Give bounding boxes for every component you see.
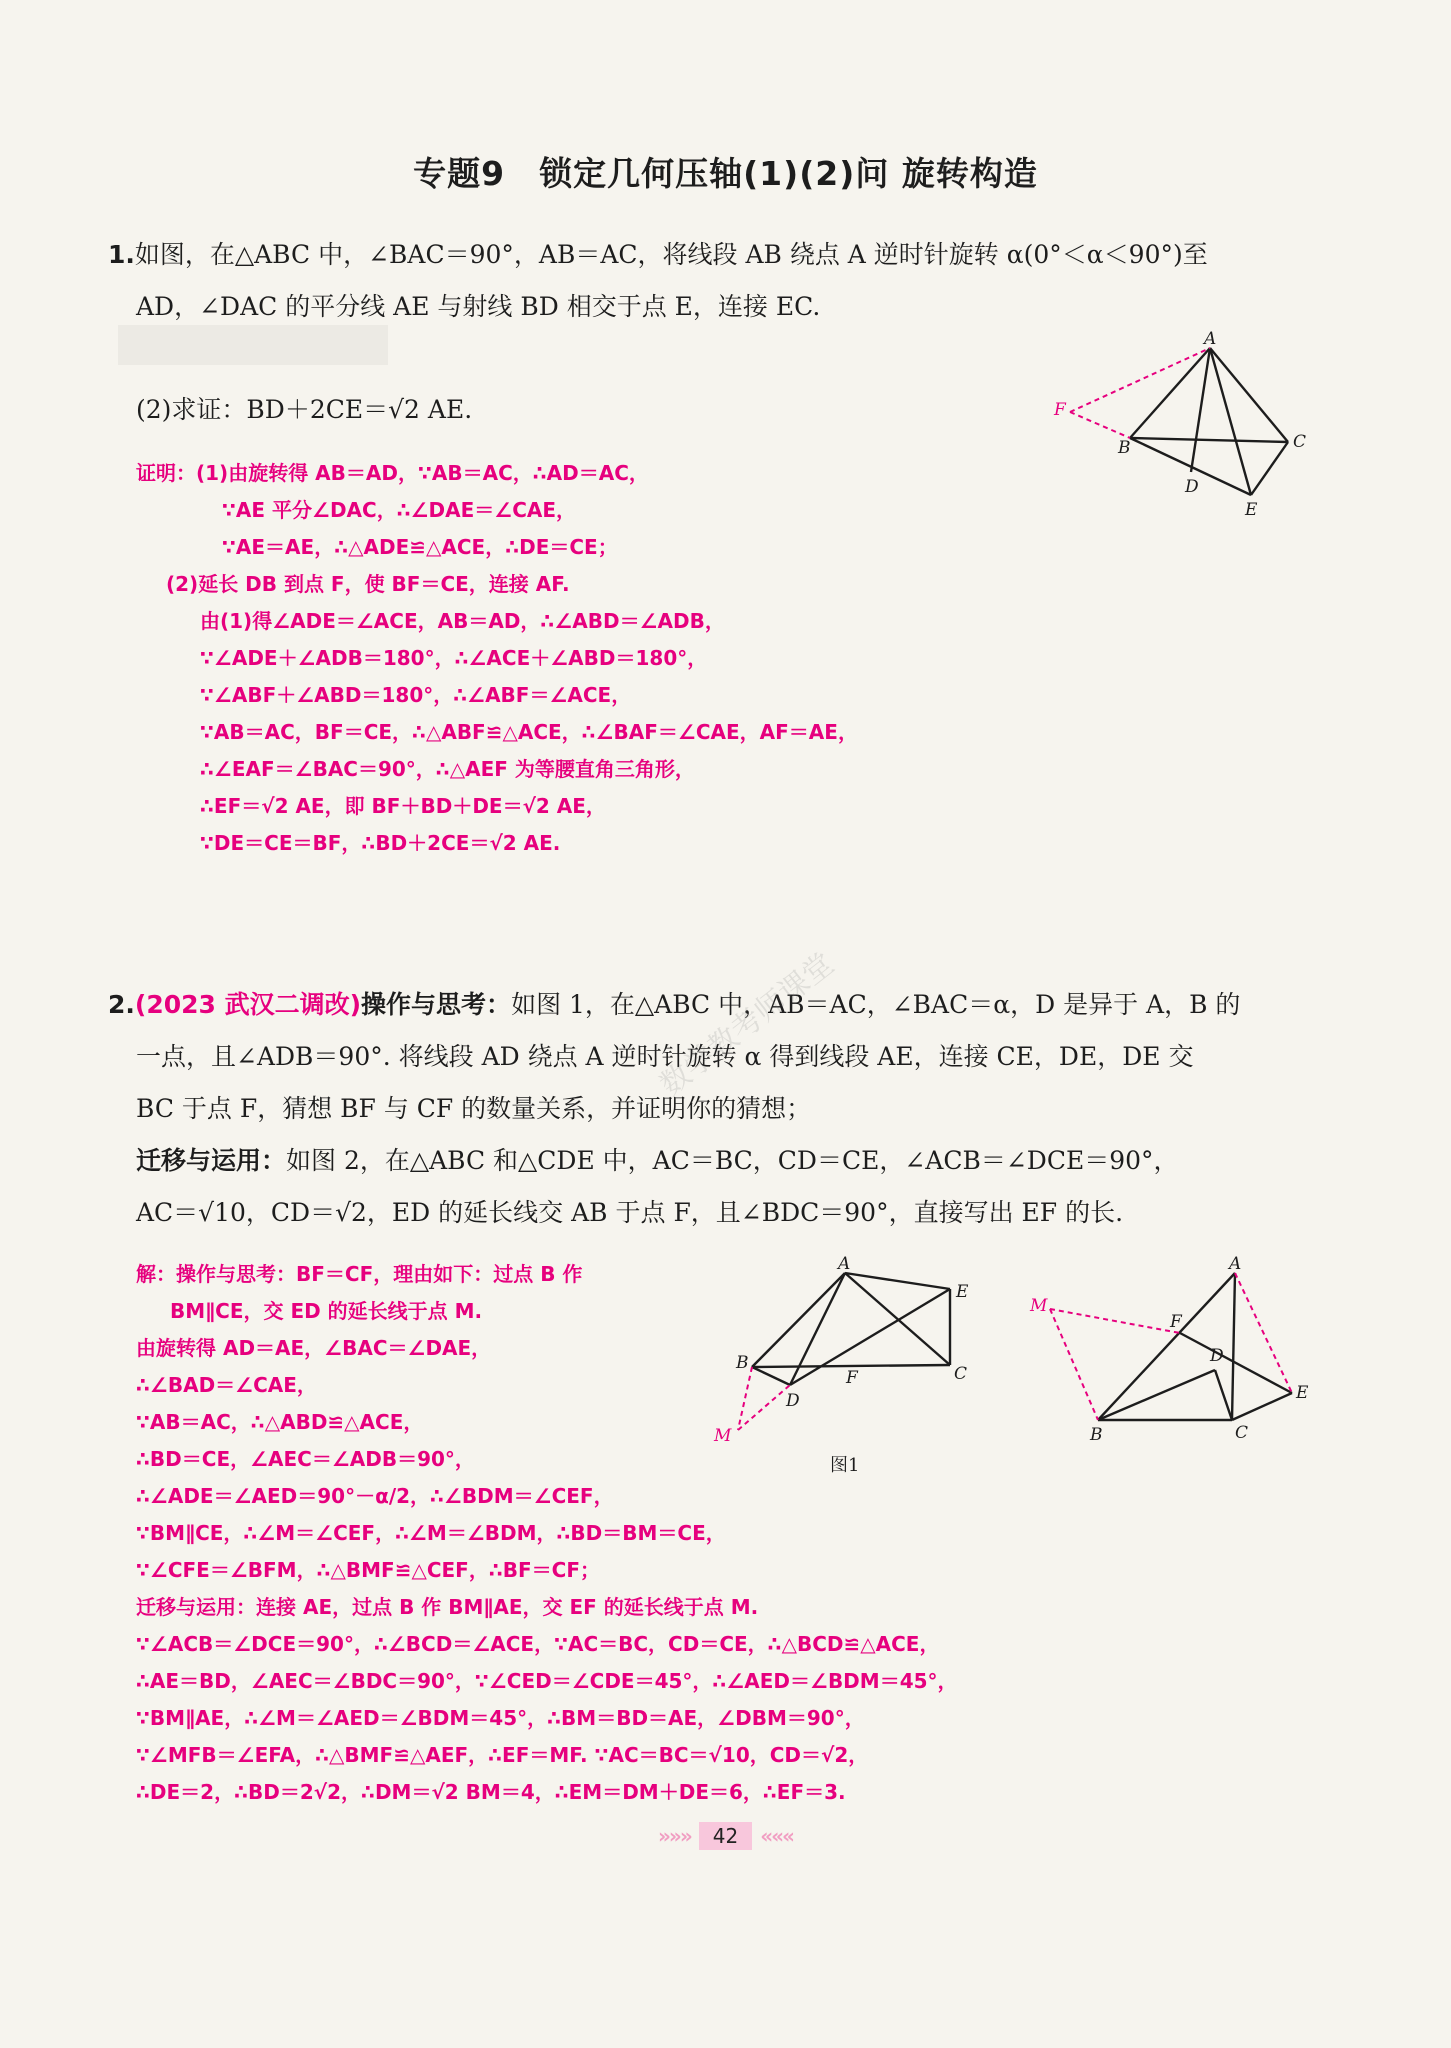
q1-number: 1. xyxy=(108,240,135,269)
q2-number: 2. xyxy=(108,990,135,1019)
footer-right-arrows: ««« xyxy=(760,1824,793,1848)
page-number: 42 xyxy=(699,1822,752,1850)
label-d: D xyxy=(786,1391,800,1411)
q2-source: (2023 武汉二调改) xyxy=(134,990,362,1019)
seg-bd xyxy=(752,1367,790,1385)
label-e: E xyxy=(1245,500,1258,520)
label-c: C xyxy=(1235,1423,1249,1443)
q1-figure xyxy=(1040,330,1320,530)
label-b: B xyxy=(1118,438,1131,458)
q1-answer-line: (2)延长 DB 到点 F，使 BF＝CE，连接 AF. xyxy=(166,572,570,596)
seg-fb xyxy=(1070,412,1130,438)
label-f: F xyxy=(846,1368,858,1388)
q1-answer-line: ∵∠ABF＋∠ABD＝180°，∴∠ABF＝∠ACE， xyxy=(200,683,632,707)
q1-answer-line: 由(1)得∠ADE＝∠ACE，AB＝AD，∴∠ABD＝∠ADB， xyxy=(200,609,725,633)
q2-answer-line: ∵∠MFB＝∠EFA，∴△BMF≌△AEF，∴EF＝MF. ∵AC＝BC＝√10，CD＝√2， xyxy=(136,1743,869,1767)
page-footer xyxy=(0,1822,1451,1850)
q2-label1: 操作与思考： xyxy=(361,990,512,1019)
seg-mf xyxy=(1050,1309,1180,1333)
q2-answer-line: ∵BM∥CE，∴∠M＝∠CEF，∴∠M＝∠BDM，∴BD＝BM＝CE， xyxy=(136,1521,726,1545)
label-a: A xyxy=(838,1255,851,1274)
label-m: M xyxy=(714,1426,732,1446)
q1-answer-line: ∵AE 平分∠DAC，∴∠DAE＝∠CAE， xyxy=(222,498,577,522)
label-e: E xyxy=(1296,1383,1309,1403)
q2-answer-line: BM∥CE，交 ED 的延长线于点 M. xyxy=(170,1299,483,1323)
watermark: 数学教考师课堂 xyxy=(653,946,841,1104)
label-a: A xyxy=(1204,330,1217,349)
seg-fe xyxy=(1180,1333,1292,1393)
seg-af xyxy=(1070,348,1210,412)
seg-dc xyxy=(1215,1370,1232,1420)
seg-ce xyxy=(1251,442,1288,495)
seg-ab xyxy=(752,1273,845,1367)
label-b: B xyxy=(736,1353,749,1373)
q1-answer-line: 证明：(1)由旋转得 AB＝AD，∵AB＝AC，∴AD＝AC， xyxy=(136,461,649,485)
q2-answer-line: ∴BD＝CE，∠AEC＝∠ADB＝90°， xyxy=(136,1447,475,1471)
q1-answer xyxy=(136,455,858,862)
q1-answer-line: ∵AE＝AE，∴△ADE≌△ACE，∴DE＝CE； xyxy=(222,535,618,559)
q2-answer-line: ∴AE＝BD，∠AEC＝∠BDC＝90°，∵∠CED＝∠CDE＝45°，∴∠AED＝∠BDM＝45°， xyxy=(136,1669,958,1693)
seg-ae xyxy=(1235,1273,1292,1393)
q2-answer-line: 迁移与运用：连接 AE，过点 B 作 BM∥AE，交 EF 的延长线于点 M. xyxy=(136,1595,759,1619)
q1-line1: 如图，在△ABC 中，∠BAC＝90°，AB＝AC，将线段 AB 绕点 A 逆时针旋转 α(0°＜α＜90°)至 xyxy=(134,240,1208,269)
q1-line2: AD，∠DAC 的平分线 AE 与射线 BD 相交于点 E，连接 EC. xyxy=(136,292,821,321)
seg-ae xyxy=(1210,348,1251,495)
q1-answer-line: ∵DE＝CE＝BF，∴BD＋2CE＝√2 AE. xyxy=(200,831,561,855)
q2-answer-line: ∴∠ADE＝∠AED＝90°－α/2，∴∠BDM＝∠CEF， xyxy=(136,1484,614,1508)
q2-answer-line: ∵∠ACB＝∠DCE＝90°，∴∠BCD＝∠ACE，∵AC＝BC，CD＝CE，∴△BCD≌△ACE， xyxy=(136,1632,940,1656)
q2-line5: AC＝√10，CD＝√2，ED 的延长线交 AB 于点 F，且∠BDC＝90°，直接写出 EF 的长. xyxy=(136,1198,1124,1227)
label-d: D xyxy=(1210,1346,1224,1366)
q2-answer-line: ∵∠CFE＝∠BFM，∴△BMF≌△CEF，∴BF＝CF； xyxy=(136,1558,600,1582)
figure-1 xyxy=(700,1255,1020,1455)
seg-md xyxy=(738,1385,790,1430)
label-a: A xyxy=(1229,1255,1242,1274)
seg-bc xyxy=(1130,438,1288,442)
label-c: C xyxy=(954,1364,968,1384)
seg-ac xyxy=(1210,348,1288,442)
seg-bd xyxy=(1098,1370,1215,1420)
q2-answer-line: ∴∠BAD＝∠CAE， xyxy=(136,1373,317,1397)
seg-bm xyxy=(738,1367,752,1430)
page-title: 专题9 锁定几何压轴(1)(2)问 旋转构造 xyxy=(413,154,1038,193)
q2-answer-line: 解：操作与思考：BF＝CF，理由如下：过点 B 作 xyxy=(136,1262,583,1286)
q2-line3: BC 于点 F，猜想 BF 与 CF 的数量关系，并证明你的猜想； xyxy=(136,1094,812,1123)
label-f: F xyxy=(1054,400,1066,420)
figure-1-caption: 图1 xyxy=(830,1455,860,1476)
footer-left-arrows: »»» xyxy=(658,1824,691,1848)
q2-answer-line: ∵AB＝AC，∴△ABD≌△ACE， xyxy=(136,1410,424,1434)
q1-answer-line: ∵∠ADE＋∠ADB＝180°，∴∠ACE＋∠ABD＝180°， xyxy=(200,646,708,670)
q2-line1: 如图 1，在△ABC 中，AB＝AC，∠BAC＝α，D 是异于 A，B 的 xyxy=(511,990,1241,1019)
q1-answer-line: ∴EF＝√2 AE，即 BF＋BD＋DE＝√2 AE， xyxy=(200,794,606,818)
q1-part2: (2)求证：BD＋2CE＝√2 AE. xyxy=(136,395,473,424)
seg-ac xyxy=(1232,1273,1235,1420)
label-b: B xyxy=(1090,1425,1103,1445)
q2-answer-line: 由旋转得 AD＝AE，∠BAC＝∠DAE， xyxy=(136,1336,492,1360)
q2-label2: 迁移与运用： xyxy=(136,1146,287,1175)
seg-mb xyxy=(1050,1309,1098,1420)
label-m: M xyxy=(1030,1296,1048,1316)
seg-bc xyxy=(752,1365,950,1367)
q2-line2: 一点，且∠ADB＝90°. 将线段 AD 绕点 A 逆时针旋转 α 得到线段 AE，连接 CE，DE，DE 交 xyxy=(136,1042,1194,1071)
figure-2 xyxy=(1010,1255,1330,1455)
label-c: C xyxy=(1293,432,1307,452)
label-e: E xyxy=(956,1282,969,1302)
q1-text xyxy=(108,229,1358,333)
q2-line4: 如图 2，在△ABC 和△CDE 中，AC＝BC，CD＝CE，∠ACB＝∠DCE＝90°， xyxy=(286,1146,1179,1175)
label-f: F xyxy=(1170,1312,1182,1332)
seg-ce xyxy=(1232,1393,1292,1420)
label-d: D xyxy=(1185,477,1199,497)
q1-answer-line: ∴∠EAF＝∠BAC＝90°，∴△AEF 为等腰直角三角形， xyxy=(200,757,695,781)
q1-answer-line: ∵AB＝AC，BF＝CE，∴△ABF≌△ACE，∴∠BAF＝∠CAE，AF＝AE， xyxy=(200,720,858,744)
q2-answer-line: ∴DE＝2，∴BD＝2√2，∴DM＝√2 BM＝4，∴EM＝DM＋DE＝6，∴EF＝3. xyxy=(136,1780,846,1804)
q2-answer-line: ∵BM∥AE，∴∠M＝∠AED＝∠BDM＝45°，∴BM＝BD＝AE，∠DBM＝90°， xyxy=(136,1706,865,1730)
